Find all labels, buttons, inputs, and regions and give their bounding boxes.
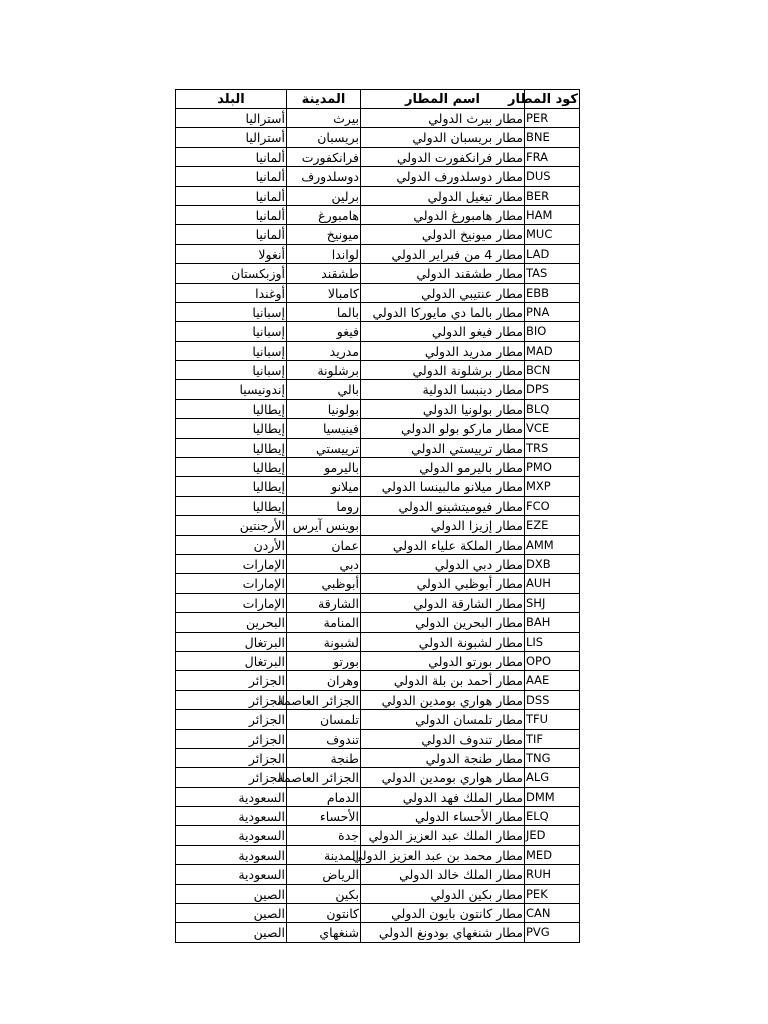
code-cell: AAE <box>524 671 580 689</box>
table-row <box>175 633 580 652</box>
city-cell: برشلونة <box>286 361 360 379</box>
city-cell: بكين <box>286 885 360 903</box>
city-cell: دبي <box>286 555 360 573</box>
airport-cell: مطار الملك خالد الدولي <box>360 865 524 883</box>
table-row <box>175 148 580 167</box>
airport-cell: مطار تلمسان الدولي <box>360 710 524 728</box>
code-cell: BNE <box>524 128 580 146</box>
airport-cell: مطار بورتو الدولي <box>360 652 524 670</box>
airport-cell: مطار فيغو الدولي <box>360 322 524 340</box>
code-cell: TAS <box>524 264 580 282</box>
airport-cell: مطار إزيزا الدولي <box>360 516 524 534</box>
code-cell: EZE <box>524 516 580 534</box>
header-country: البلد <box>175 90 286 108</box>
country-cell: أنغولا <box>175 245 286 263</box>
city-cell: الجزائر العاصمة <box>277 692 359 708</box>
table-row <box>175 865 580 884</box>
city-cell: طنجة <box>286 749 360 767</box>
table-row <box>175 613 580 632</box>
country-cell: إندونيسيا <box>175 380 286 398</box>
table-row <box>175 497 580 516</box>
country-cell: ألمانيا <box>175 167 286 185</box>
airport-cell: مطار الأحساء الدولي <box>360 807 524 825</box>
country-cell: أوزبكستان <box>175 264 286 282</box>
table-row <box>175 923 580 942</box>
code-cell: BIO <box>524 322 580 340</box>
table-row <box>175 128 580 147</box>
city-cell: كانتون <box>286 904 360 922</box>
table-row <box>175 574 580 593</box>
code-cell: LAD <box>524 245 580 263</box>
table-row <box>175 807 580 826</box>
airport-cell: مطار 4 من فبراير الدولي <box>360 245 524 263</box>
code-cell: PER <box>524 109 580 127</box>
table-row <box>175 342 580 361</box>
table-row <box>175 768 580 787</box>
city-cell: كامبالا <box>286 284 360 302</box>
country-cell: الأردن <box>175 536 286 554</box>
country-cell: السعودية <box>175 826 286 844</box>
city-cell: الدمام <box>286 788 360 806</box>
city-cell: بوينس آيرس <box>286 516 360 534</box>
code-cell: TFU <box>524 710 580 728</box>
table-row <box>175 245 580 264</box>
airport-cell: مطار دبي الدولي <box>360 555 524 573</box>
country-cell: الجزائر <box>175 710 286 728</box>
country-cell: السعودية <box>175 788 286 806</box>
country-cell: ألمانيا <box>175 187 286 205</box>
airport-cell: مطار كانتون بايون الدولي <box>360 904 524 922</box>
city-cell: لواندا <box>286 245 360 263</box>
city-cell: وهران <box>286 671 360 689</box>
header-city: المدينة <box>286 90 360 108</box>
code-cell: CAN <box>524 904 580 922</box>
airport-cell: مطار الملكة علياء الدولي <box>360 536 524 554</box>
code-cell: LIS <box>524 633 580 651</box>
airport-cell: مطار هواري بومدين الدولي <box>360 691 524 709</box>
airport-cell: مطار دينبسا الدولية <box>360 380 524 398</box>
airport-cell: مطار الشارقة الدولي <box>360 594 524 612</box>
header-airport: اسم المطار <box>360 90 524 108</box>
table-row <box>175 710 580 729</box>
table-row <box>175 885 580 904</box>
city-cell: تلمسان <box>286 710 360 728</box>
country-cell: إيطاليا <box>175 400 286 418</box>
country-cell: إيطاليا <box>175 439 286 457</box>
country-cell: إسبانيا <box>175 322 286 340</box>
city-cell: شنغهاي <box>286 923 360 941</box>
code-cell: MUC <box>524 225 580 243</box>
country-cell: أستراليا <box>175 109 286 127</box>
city-cell: بالما <box>286 303 360 321</box>
code-cell: PVG <box>524 923 580 941</box>
city-cell: مدريد <box>286 342 360 360</box>
airport-cell: مطار تيغيل الدولي <box>360 187 524 205</box>
city-cell: بيرث <box>286 109 360 127</box>
code-cell: HAM <box>524 206 580 224</box>
code-cell: MXP <box>524 477 580 495</box>
header-row <box>175 89 580 109</box>
airport-cell: مطار الملك عبد العزيز الدولي <box>360 826 524 844</box>
airport-cell: مطار شنغهاي بودونغ الدولي <box>360 923 524 941</box>
airport-cell: مطار بولونيا الدولي <box>360 400 524 418</box>
city-cell: بالي <box>286 380 360 398</box>
city-cell: فينيسيا <box>286 419 360 437</box>
airport-cell: مطار بيرث الدولي <box>360 109 524 127</box>
country-cell: الجزائر <box>175 730 286 748</box>
airport-cell: مطار ترييستي الدولي <box>360 439 524 457</box>
code-cell: DPS <box>524 380 580 398</box>
country-cell: الصين <box>175 904 286 922</box>
table-row <box>175 846 580 865</box>
airport-cell: مطار ميلانو مالبينسا الدولي <box>360 477 524 495</box>
country-cell: إسبانيا <box>175 342 286 360</box>
airport-cell: مطار فيوميتشينو الدولي <box>360 497 524 515</box>
table-row <box>175 264 580 283</box>
airport-table <box>175 89 580 943</box>
code-cell: PEK <box>524 885 580 903</box>
table-row <box>175 826 580 845</box>
country-cell: الإمارات <box>175 555 286 573</box>
code-cell: ELQ <box>524 807 580 825</box>
country-cell: السعودية <box>175 846 286 864</box>
airport-cell: مطار عنتيبي الدولي <box>360 284 524 302</box>
airport-cell: مطار أبوظبي الدولي <box>360 574 524 592</box>
table-row <box>175 536 580 555</box>
table-row <box>175 439 580 458</box>
city-cell: ميلانو <box>286 477 360 495</box>
airport-cell: مطار البحرين الدولي <box>360 613 524 631</box>
city-cell: روما <box>286 497 360 515</box>
table-row <box>175 594 580 613</box>
country-cell: البرتغال <box>175 633 286 651</box>
country-cell: الصين <box>175 885 286 903</box>
code-cell: EBB <box>524 284 580 302</box>
header-code: كود المطار <box>508 92 578 107</box>
table-row <box>175 730 580 749</box>
country-cell: الصين <box>175 923 286 941</box>
airport-cell: مطار برشلونة الدولي <box>360 361 524 379</box>
city-cell: المنامة <box>286 613 360 631</box>
code-cell: RUH <box>524 865 580 883</box>
code-cell: DMM <box>524 788 580 806</box>
airport-cell: مطار بريسبان الدولي <box>360 128 524 146</box>
city-cell: الرياض <box>286 865 360 883</box>
city-cell: الجزائر العاصمة <box>277 770 359 786</box>
country-cell: أستراليا <box>175 128 286 146</box>
table-row <box>175 380 580 399</box>
city-cell: الشارقة <box>286 594 360 612</box>
airport-cell: مطار بالما دي مايوركا الدولي <box>360 303 524 321</box>
airport-cell: مطار هواري بومدين الدولي <box>360 768 524 786</box>
code-cell: TNG <box>524 749 580 767</box>
code-cell: DXB <box>524 555 580 573</box>
code-cell: PNA <box>524 303 580 321</box>
country-cell: أوغندا <box>175 284 286 302</box>
city-cell: بريسبان <box>286 128 360 146</box>
airport-cell: مطار ميونيخ الدولي <box>360 225 524 243</box>
country-cell: الجزائر <box>175 691 286 709</box>
code-cell: DUS <box>524 167 580 185</box>
city-cell: أبوظبي <box>286 574 360 592</box>
table-row <box>175 516 580 535</box>
country-cell: إسبانيا <box>175 361 286 379</box>
city-cell: تندوف <box>286 730 360 748</box>
table-row <box>175 555 580 574</box>
country-cell: البرتغال <box>175 652 286 670</box>
city-cell: بورتو <box>286 652 360 670</box>
country-cell: الجزائر <box>175 749 286 767</box>
city-cell: برلين <box>286 187 360 205</box>
country-cell: إيطاليا <box>175 458 286 476</box>
city-cell: لشبونة <box>286 633 360 651</box>
code-cell: OPO <box>524 652 580 670</box>
code-cell: TRS <box>524 439 580 457</box>
country-cell: السعودية <box>175 865 286 883</box>
airport-cell: مطار تندوف الدولي <box>360 730 524 748</box>
airport-cell: مطار بكين الدولي <box>360 885 524 903</box>
country-cell: إيطاليا <box>175 477 286 495</box>
code-cell: BCN <box>524 361 580 379</box>
country-cell: ألمانيا <box>175 225 286 243</box>
city-cell: دوسلدورف <box>286 167 360 185</box>
airport-cell: مطار هامبورغ الدولي <box>360 206 524 224</box>
table-row <box>175 322 580 341</box>
code-cell: AMM <box>524 536 580 554</box>
code-cell: PMO <box>524 458 580 476</box>
table-row <box>175 284 580 303</box>
table-row <box>175 109 580 128</box>
table-row <box>175 225 580 244</box>
code-cell: MED <box>524 846 580 864</box>
code-cell: JED <box>524 826 580 844</box>
table-row <box>175 749 580 768</box>
city-cell: ترييستي <box>286 439 360 457</box>
city-cell: فيغو <box>286 322 360 340</box>
airport-cell: مطار أحمد بن بلة الدولي <box>360 671 524 689</box>
country-cell: ألمانيا <box>175 148 286 166</box>
table-row <box>175 458 580 477</box>
country-cell: الجزائر <box>175 768 286 786</box>
table-row <box>175 400 580 419</box>
city-cell: جدة <box>286 826 360 844</box>
airport-cell: مطار باليرمو الدولي <box>360 458 524 476</box>
city-cell: طشقند <box>286 264 360 282</box>
table-row <box>175 671 580 690</box>
country-cell: الجزائر <box>175 671 286 689</box>
city-cell: فرانكفورت <box>286 148 360 166</box>
country-cell: السعودية <box>175 807 286 825</box>
code-cell: TIF <box>524 730 580 748</box>
airport-cell: مطار فرانكفورت الدولي <box>360 148 524 166</box>
country-cell: إيطاليا <box>175 419 286 437</box>
city-cell: المدينة <box>286 846 360 864</box>
code-cell: MAD <box>524 342 580 360</box>
city-cell: ميونيخ <box>286 225 360 243</box>
code-cell: FCO <box>524 497 580 515</box>
country-cell: الإمارات <box>175 594 286 612</box>
country-cell: الإمارات <box>175 574 286 592</box>
code-cell: BLQ <box>524 400 580 418</box>
table-row <box>175 691 580 710</box>
code-cell: SHJ <box>524 594 580 612</box>
country-cell: البحرين <box>175 613 286 631</box>
table-row <box>175 361 580 380</box>
airport-cell: مطار مدريد الدولي <box>360 342 524 360</box>
code-cell: AUH <box>524 574 580 592</box>
country-cell: إيطاليا <box>175 497 286 515</box>
airport-cell: مطار طشقند الدولي <box>360 264 524 282</box>
table-row <box>175 477 580 496</box>
airport-cell: مطار دوسلدورف الدولي <box>360 167 524 185</box>
airport-cell: مطار محمد بن عبد العزيز الدولي <box>352 847 523 863</box>
table-row <box>175 419 580 438</box>
city-cell: بولونيا <box>286 400 360 418</box>
code-cell: FRA <box>524 148 580 166</box>
table-row <box>175 206 580 225</box>
table-row <box>175 788 580 807</box>
country-cell: الأرجنتين <box>175 516 286 534</box>
country-cell: ألمانيا <box>175 206 286 224</box>
city-cell: الأحساء <box>286 807 360 825</box>
city-cell: هامبورغ <box>286 206 360 224</box>
airport-cell: مطار لشبونة الدولي <box>360 633 524 651</box>
airport-cell: مطار ماركو بولو الدولي <box>360 419 524 437</box>
code-cell: BER <box>524 187 580 205</box>
city-cell: باليرمو <box>286 458 360 476</box>
code-cell: ALG <box>524 768 580 786</box>
table-row <box>175 652 580 671</box>
code-cell: VCE <box>524 419 580 437</box>
code-cell: DSS <box>524 691 580 709</box>
table-row <box>175 167 580 186</box>
code-cell: BAH <box>524 613 580 631</box>
country-cell: إسبانيا <box>175 303 286 321</box>
table-row <box>175 187 580 206</box>
airport-cell: مطار طنجة الدولي <box>360 749 524 767</box>
table-row <box>175 303 580 322</box>
table-body <box>175 109 580 943</box>
airport-cell: مطار الملك فهد الدولي <box>360 788 524 806</box>
table-row <box>175 904 580 923</box>
city-cell: عمان <box>286 536 360 554</box>
